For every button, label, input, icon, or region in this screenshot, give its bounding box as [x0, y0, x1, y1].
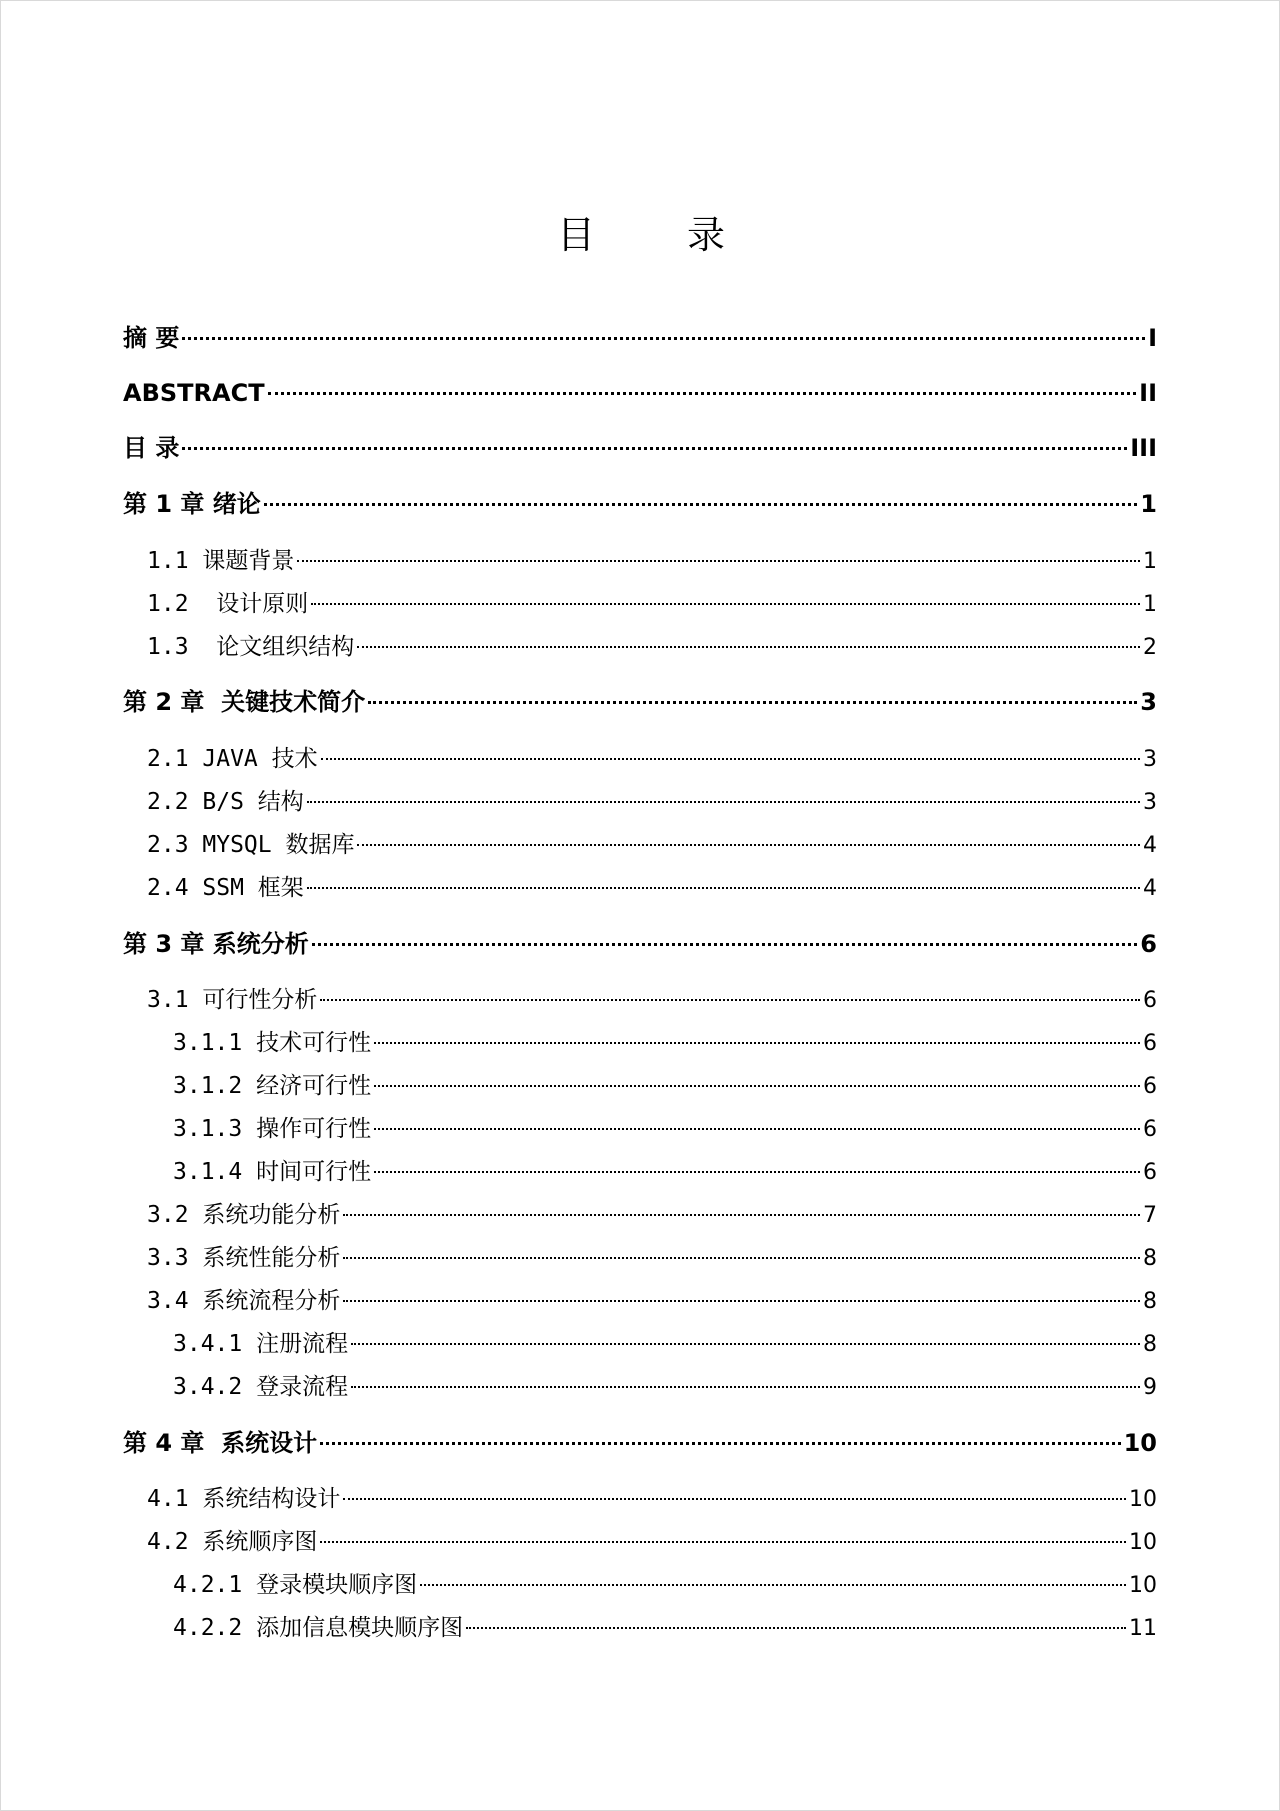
toc-entry-label: 3.1.4 时间可行性 [173, 1159, 372, 1185]
dot-leader [307, 801, 1140, 803]
toc-entry-page: 6 [1143, 1031, 1157, 1056]
toc-entry-label: 1.3 论文组织结构 [147, 634, 355, 660]
toc-entry-page: 3 [1143, 790, 1157, 815]
dot-leader [343, 1498, 1126, 1500]
toc-entry-chapter-4[interactable] [123, 1428, 1157, 1458]
toc-entry-page: 3 [1143, 747, 1157, 772]
toc-entry-chapter-3[interactable] [123, 929, 1157, 959]
dot-leader [374, 1128, 1140, 1130]
toc-entry-page: 9 [1143, 1375, 1157, 1400]
toc-entry-2-3[interactable] [147, 830, 1157, 860]
toc-entry-1-3[interactable] [147, 632, 1157, 662]
dot-leader [357, 646, 1140, 648]
toc-entry-page: 7 [1143, 1203, 1157, 1228]
page-title: 目 录 [556, 213, 766, 257]
dot-leader [182, 337, 1145, 340]
toc-entry-page: 4 [1143, 833, 1157, 858]
toc-entry-label: 3.1.3 操作可行性 [173, 1116, 372, 1142]
toc-entry-label: 摘 要 [123, 324, 180, 352]
toc-entry-3-3[interactable] [147, 1243, 1157, 1273]
toc-entry-2-1[interactable] [147, 744, 1157, 774]
toc-entry-1-1[interactable] [147, 546, 1157, 576]
toc-entry-label: 第 2 章 关键技术简介 [123, 688, 366, 716]
dot-leader [374, 1042, 1140, 1044]
toc-entry-label: 1.2 设计原则 [147, 591, 309, 617]
toc-entry-4-1[interactable] [147, 1484, 1157, 1514]
toc-entry-page: 10 [1129, 1530, 1157, 1555]
toc-entry-label: 3.1 可行性分析 [147, 987, 318, 1013]
dot-leader [374, 1085, 1140, 1087]
toc-entry-label: 2.1 JAVA 技术 [147, 746, 318, 772]
toc-entry-3-4[interactable] [147, 1286, 1157, 1316]
toc-entry-4-2-1[interactable] [173, 1570, 1157, 1600]
toc-entry-page: III [1130, 434, 1157, 462]
toc-entry-label: 3.4 系统流程分析 [147, 1288, 341, 1314]
dot-leader [307, 887, 1140, 889]
toc-entry-label: 3.1.2 经济可行性 [173, 1073, 372, 1099]
toc-entry-chapter-2[interactable] [123, 687, 1157, 717]
toc-entry-page: 2 [1143, 635, 1157, 660]
toc-entry-page: 1 [1140, 490, 1157, 518]
toc-entry-label: 第 1 章 绪论 [123, 490, 261, 518]
toc-entry-2-4[interactable] [147, 873, 1157, 903]
dot-leader [343, 1214, 1140, 1216]
toc-entry-2-2[interactable] [147, 787, 1157, 817]
toc-entry-label: 3.3 系统性能分析 [147, 1245, 341, 1271]
toc-entry-label: 3.1.1 技术可行性 [173, 1030, 372, 1056]
toc-entry-page: 3 [1140, 688, 1157, 716]
toc-entry-label: 1.1 课题背景 [147, 548, 295, 574]
dot-leader [182, 447, 1127, 450]
dot-leader [466, 1627, 1126, 1629]
toc-entry-page: 8 [1143, 1332, 1157, 1357]
toc-entry-contents[interactable] [123, 433, 1157, 463]
toc-entry-page: 6 [1140, 930, 1157, 958]
toc-entry-label: 3.2 系统功能分析 [147, 1202, 341, 1228]
toc-entry-label: 第 3 章 系统分析 [123, 930, 309, 958]
toc-entry-3-2[interactable] [147, 1200, 1157, 1230]
toc-entry-page: 6 [1143, 988, 1157, 1013]
dot-leader [311, 603, 1140, 605]
toc-entry-page: 1 [1143, 549, 1157, 574]
toc-entry-page: 8 [1143, 1246, 1157, 1271]
toc-entry-label: 3.4.1 注册流程 [173, 1331, 349, 1357]
toc-entry-3-4-2[interactable] [173, 1372, 1157, 1402]
dot-leader [297, 560, 1140, 562]
toc-entry-page: 4 [1143, 876, 1157, 901]
toc-entry-label: 2.3 MYSQL 数据库 [147, 832, 355, 858]
toc-entry-3-1-1[interactable] [173, 1028, 1157, 1058]
dot-leader [268, 392, 1137, 395]
toc-entry-page: 10 [1123, 1429, 1157, 1457]
toc-entry-label: 2.2 B/S 结构 [147, 789, 304, 815]
dot-leader [357, 844, 1140, 846]
toc-entry-abstract-en[interactable] [123, 378, 1157, 408]
toc-entry-label: 2.4 SSM 框架 [147, 875, 304, 901]
toc-entry-label: ABSTRACT [123, 379, 265, 407]
toc-entry-label: 3.4.2 登录流程 [173, 1374, 349, 1400]
toc-entry-3-1-2[interactable] [173, 1071, 1157, 1101]
toc-entry-page: 6 [1143, 1117, 1157, 1142]
toc-entry-page: 10 [1129, 1487, 1157, 1512]
dot-leader [321, 758, 1140, 760]
toc-entry-page: 10 [1129, 1573, 1157, 1598]
dot-leader [368, 701, 1137, 704]
toc-entry-page: 6 [1143, 1160, 1157, 1185]
toc-entry-page: 8 [1143, 1289, 1157, 1314]
dot-leader [343, 1300, 1140, 1302]
toc-entry-1-2[interactable] [147, 589, 1157, 619]
toc-entry-page: I [1148, 324, 1157, 352]
dot-leader [351, 1386, 1140, 1388]
dot-leader [351, 1343, 1140, 1345]
toc-entry-page: 1 [1143, 592, 1157, 617]
toc-entry-page: 11 [1129, 1616, 1157, 1641]
toc-entry-page: II [1139, 379, 1157, 407]
dot-leader [312, 943, 1138, 946]
toc-entry-4-2-2[interactable] [173, 1613, 1157, 1643]
toc-entry-3-4-1[interactable] [173, 1329, 1157, 1359]
dot-leader [374, 1171, 1140, 1173]
toc-entry-3-1[interactable] [147, 985, 1157, 1015]
dot-leader [343, 1257, 1140, 1259]
toc-entry-chapter-1[interactable] [123, 489, 1157, 519]
toc-entry-label: 第 4 章 系统设计 [123, 1429, 318, 1457]
toc-entry-label: 目 录 [123, 434, 180, 462]
toc-entry-label: 4.2.2 添加信息模块顺序图 [173, 1615, 464, 1641]
dot-leader [264, 503, 1138, 506]
dot-leader [320, 999, 1140, 1001]
toc-entry-label: 4.2 系统顺序图 [147, 1529, 318, 1555]
toc-entry-label: 4.2.1 登录模块顺序图 [173, 1572, 418, 1598]
toc-entry-label: 4.1 系统结构设计 [147, 1486, 341, 1512]
dot-leader [320, 1541, 1126, 1543]
toc-entry-3-1-4[interactable] [173, 1157, 1157, 1187]
dot-leader [320, 1442, 1120, 1445]
toc-entry-4-2[interactable] [147, 1527, 1157, 1557]
toc-entry-3-1-3[interactable] [173, 1114, 1157, 1144]
toc-entry-page: 6 [1143, 1074, 1157, 1099]
toc-entry-abstract-cn[interactable] [123, 323, 1157, 353]
dot-leader [420, 1584, 1126, 1586]
